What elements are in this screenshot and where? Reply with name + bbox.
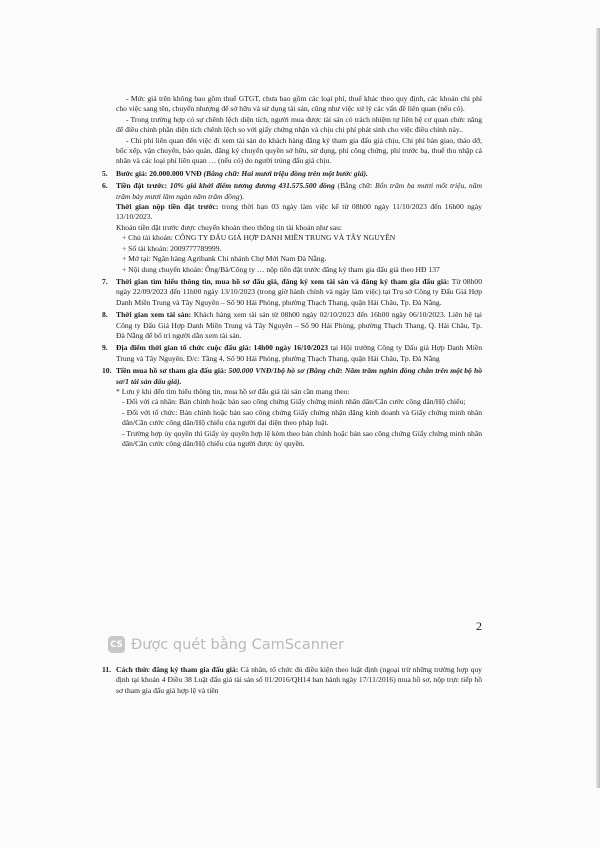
deposit-words-close: ).	[239, 191, 245, 201]
paragraph-price-note: - Mức giá trên không bao gồm thuế GTGT, chưa bao gồm các loại phí, thuế khác theo quy định, các khoản chi phí cho việc sang tên, chuyển nhượng để sở hữu và sử dụng tài sản, cũng như việc xử lý các vấn đề liên quan (nếu có).	[116, 94, 482, 114]
page-number: 2	[476, 619, 482, 633]
deposit-words: Bốn trăm ba mươi mốt triệu, năm trăm bảy mươi lăm ngàn năm trăm đồng	[116, 181, 482, 201]
item-label: Tiền mua hồ sơ tham gia đấu giá:	[116, 366, 227, 376]
item-label: Bước giá: 20.000.000 VNĐ	[116, 168, 202, 178]
item-text: Cá nhân, tổ chức đủ điều kiện theo luật định (ngoại trừ những trường hợp quy định tại khoản 4 Điều 38 Luật đấu giá tài sản số 01/2016/QH14 ban hành ngày 17/11/2016) mua hồ sơ, nộp trực tiếp hồ sơ tham gia đấu giá hợp lệ và tiền	[116, 665, 482, 695]
account-owner: + Chủ tài khoản: CÔNG TY ĐẤU GIÁ HỢP DANH MIỀN TRUNG VÀ TÂY NGUYÊN	[122, 233, 396, 243]
item-7	[102, 276, 482, 308]
item-label: Cách thức đăng ký tham gia đấu giá:	[116, 665, 239, 674]
item-10	[102, 366, 482, 449]
item-11	[102, 665, 482, 696]
item-number: 6.	[102, 181, 108, 191]
document-body	[102, 94, 483, 449]
document-body-continued	[102, 663, 482, 696]
watermark-text: Được quét bằng CamScanner	[131, 636, 345, 653]
item-number: 9.	[102, 343, 108, 353]
note-individual: - Đối với cá nhân: Bản chính hoặc bản sao công chứng Giấy chứng minh nhân dân/Căn cước công dân/Hộ chiếu;	[122, 397, 466, 407]
item-text: (Bằng chữ: Hai mươi triệu đồng trên một bước giá).	[201, 168, 368, 178]
account-bank: + Mở tại: Ngân hàng Agribank Chi nhánh Chợ Mới Nam Đà Nẵng.	[122, 254, 327, 264]
item-label: Thời gian tìm hiểu thông tin, mua hồ sơ đấu giá, đăng ký xem tài sản và đăng ký tham gia đấu giá:	[116, 276, 450, 286]
note-authorization: - Trường hợp ủy quyền thì Giấy ủy quyền hợp lệ kèm theo bản chính hoặc bản sao công chứng Giấy chứng minh nhân dân/Căn cước công dân/Hộ chiếu của người được ủy quyền.	[122, 428, 482, 448]
account-intro: Khoản tiền đặt trước được chuyển khoản theo thông tin tài khoản như sau:	[116, 222, 342, 232]
item-text: Khách hàng xem tài sản từ 08h00 ngày 02/10/2023 đến 16h00 ngày 06/10/2023. Liên hệ tại Công ty Đấu Giá Hợp Danh Miền Trung và Tây Nguyên – Số 90 Hải Phòng, phường Thạch Thang, Q. Hải Châu, Tp. Đà Nẵng để bố trí người dẫn xem tài sản.	[116, 310, 483, 340]
deposit-time-label: Thời gian nộp tiền đặt trước:	[116, 202, 219, 212]
page-edge-shadow	[596, 28, 600, 788]
item-9	[102, 343, 482, 364]
item-number: 5.	[102, 168, 108, 178]
deposit-words-open: (Bằng chữ:	[334, 181, 375, 191]
item-6	[102, 181, 483, 275]
transfer-content: + Nội dung chuyển khoản: Ông/Bà/Công ty … nộp tiền đặt trước đăng ký tham gia đấu giá theo HĐ 137	[122, 264, 440, 274]
paragraph-costs: - Chi phí liên quan đến việc đi xem tài sản do khách hàng đăng ký tham gia đấu giá chịu, Chi phí bàn giao, tháo dỡ, bốc xếp, vận chuyển, bảo quản, đăng ký chuyển quyền sở hữu, sử dụng, phí công chứng, phí trước bạ, thuế thu nhập cá nhân và các loại phí liên quan … (nếu có) do người trúng đấu giá chịu.	[116, 135, 482, 166]
camscanner-watermark	[108, 636, 344, 653]
account-number: + Số tài khoản: 2009777789999.	[122, 243, 222, 253]
note-heading: * Lưu ý khi đến tìm hiểu thông tin, mua hồ sơ đấu giá tài sản cần mang theo:	[116, 386, 350, 396]
item-number: 7.	[102, 276, 108, 286]
deposit-amount: 10% giá khởi điểm tương đương 431.575.500 đồng	[167, 181, 335, 191]
camscanner-logo-icon: CS	[108, 636, 125, 653]
item-number: 11.	[102, 665, 112, 674]
item-number: 10.	[102, 366, 112, 376]
note-organization: - Đối với tổ chức: Bản chính hoặc bản sao công chứng Giấy chứng nhận đăng kinh doanh và Giấy chứng minh nhân dân/Căn cước công dân/Hộ chiếu của người đại diện theo pháp luật.	[122, 407, 482, 428]
item-label: Tiền đặt trước:	[116, 181, 168, 191]
item-text: tại Hội trường Công ty Đấu giá Hợp Danh Miền Trung và Tây Nguyên. Đ/c: Tầng 4, Số 90 Hải Phòng, phường Thạch Thang, quận Hải Châu, Tp. Đà Nẵng	[116, 343, 482, 363]
item-label: Địa điểm thời gian tổ chức cuộc đấu giá: 14h00 ngày 16/10/2023	[116, 343, 329, 353]
item-number: 8.	[102, 310, 108, 320]
item-text: 500.000 VNĐ/1bộ hồ sơ (Bằng chữ: Năm trăm nghìn đồng chẵn trên một bộ hồ sơ/1 tài sản đấu giá).	[116, 366, 482, 386]
item-label: Thời gian xem tài sản:	[116, 310, 192, 320]
paragraph-area-difference: - Trong trường hợp có sự chênh lệch diện tích, người mua được tài sản có trách nhiệm tự liên hệ cơ quan chức năng để điều chỉnh phần diện tích chênh lệch so với giấy chứng nhận và chịu chi phí phát sinh cho việc điều chỉnh này..	[116, 114, 482, 135]
deposit-time-text: trong thời hạn 03 ngày làm việc kể từ 08h00 ngày 11/10/2023 đến 16h00 ngày 13/10/2023.	[116, 202, 483, 222]
item-5	[102, 168, 482, 179]
item-8	[102, 310, 483, 341]
item-text: Từ 08h00 ngày 22/09/2023 đến 11h00 ngày 13/10/2023 (trong giờ hành chính và ngày làm việc) tại Trụ sở Công ty Đấu Giá Hợp Danh Miền Trung và Tây Nguyên – Số 90 Hải Phòng, phường Thạch Thang, quận Hải Châu, Tp. Đà Nẵng.	[116, 276, 482, 307]
